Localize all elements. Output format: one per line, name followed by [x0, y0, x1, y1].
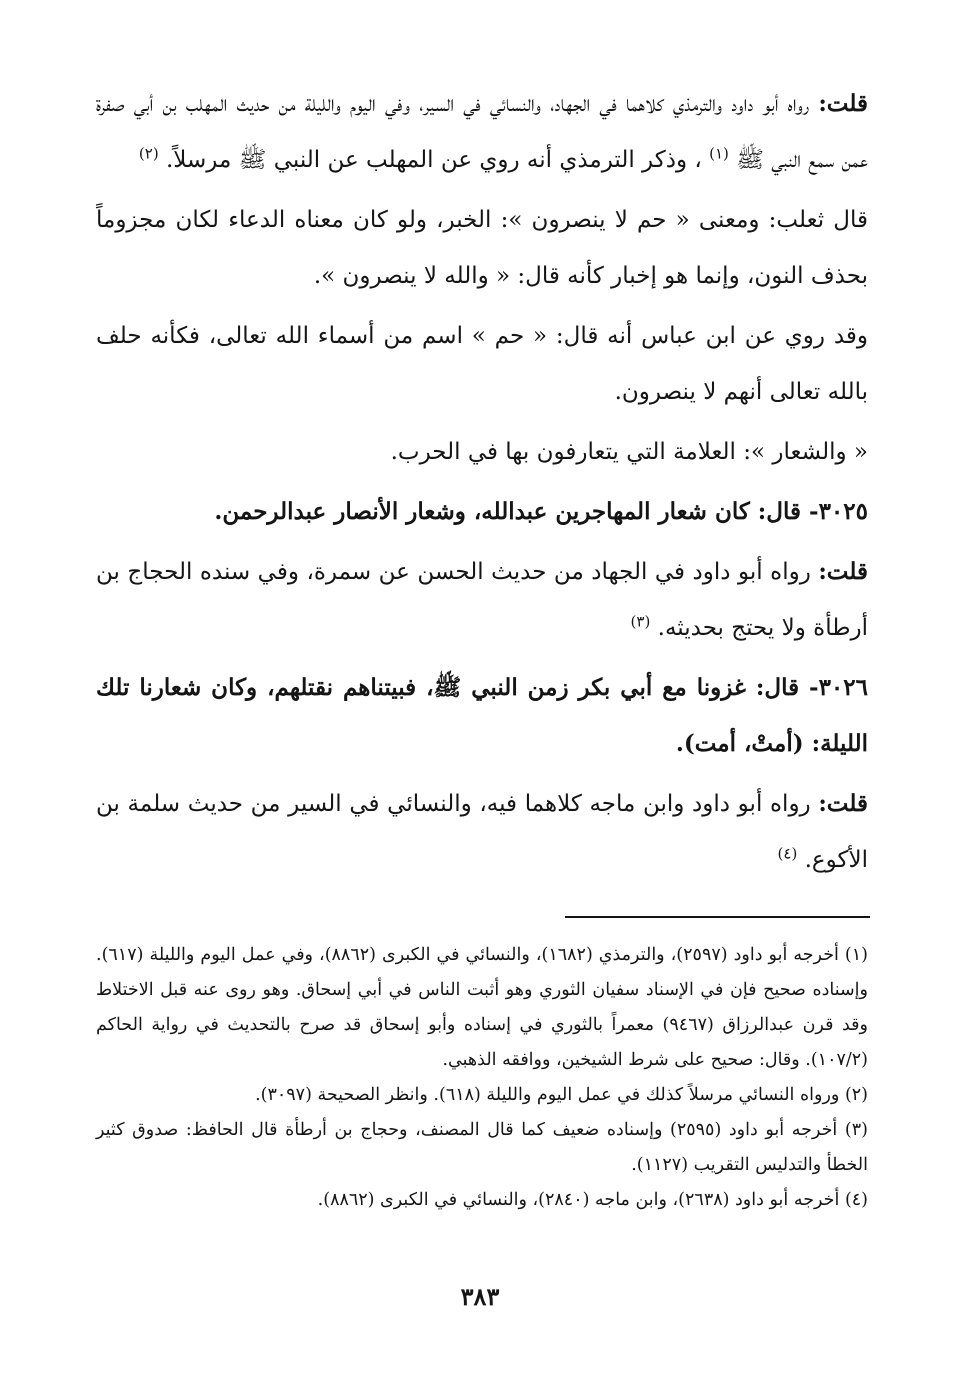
footnote-number: (٢) — [844, 1085, 868, 1105]
paragraph-lead: قلت: — [818, 790, 868, 817]
footnote-ref-4[interactable]: (٤) — [777, 844, 798, 863]
hadith-3026: ٣٠٢٦- قال: غزونا مع أبي بكر زمن النبي ﷺ، فبيتناهم نقتلهم، وكان شعارنا تلك الليلة: (أمتْ، أمت). — [96, 674, 868, 757]
paragraph-4: « والشعار »: العلامة التي يتعارفون بها في الحرب. — [390, 439, 868, 465]
footnote-text: والليلة (٦١٧). وإسناده صحيح فإن في الإسناد سفيان الثوري وهو أثبت الناس في أبي إسحاق. وهو روى عنه قبل الاختلاط وقد قرن عبدالرزاق (٩٤٦٧) معمراً بالثوري في إسناده وأبو إسحاق قد صرح بالتحديث في رواية الحاكم (١٠٧/٢). وقال: صحيح على شرط الشيخين، ووافقه الذهبي. — [96, 945, 869, 1070]
paragraph-5 — [96, 544, 868, 656]
footnote-text: كثير الخطأ والتدليس التقريب (١١٢٧). — [96, 1120, 868, 1175]
footnote-number: (٣) — [844, 1120, 868, 1140]
footnote-number: (١) — [844, 945, 868, 965]
footnote-ref-3[interactable]: (٣) — [630, 612, 651, 631]
footnote-text: أخرجه أبو داود (٢٥٩٥) وإسناده ضعيف كما قال المصنف، وحجاج بن أرطأة قال الحافظ: صدوق — [132, 1120, 838, 1140]
paragraph-text: ، وذكر الترمذي أنه روي عن المهلب عن النبي ﷺ مرسلاً. — [165, 147, 702, 173]
paragraph-6 — [96, 776, 868, 888]
main-text — [96, 76, 868, 892]
footnotes — [96, 938, 868, 1218]
paragraph-3: وقد روي عن ابن عباس أنه قال: « حم » اسم من أسماء الله تعالى، فكأنه حلف بالله تعالى أنهم لا ينصرون. — [96, 323, 868, 405]
paragraph-1 — [96, 76, 868, 188]
footnote-number: (٤) — [844, 1190, 868, 1210]
hadith-3025: ٣٠٢٥- قال: كان شعار المهاجرين عبدالله، وشعار الأنصار عبدالرحمن. — [214, 498, 868, 525]
footnote-ref-2[interactable]: (٢) — [138, 144, 159, 163]
paragraph-text: رواه أبو داود والترمذي كلاهما في الجهاد، والنسائي في السير، وفي اليوم والليلة من حديث المهلب بن أبي صفرة عمن سمع النبي ﷺ — [96, 91, 868, 173]
footnote-3 — [96, 1113, 868, 1183]
paragraph-2: قال ثعلب: ومعنى « حم لا ينصرون »: الخبر، ولو كان معناه الدعاء لكان مجزوماً بحذف النون، وإنما هو إخبار كأنه قال: « والله لا ينصرون ». — [96, 207, 868, 289]
footnote-4 — [96, 1183, 868, 1218]
footnote-1 — [96, 938, 868, 1078]
paragraph-lead: قلت: — [818, 90, 868, 117]
footnote-ref-1[interactable]: (١) — [709, 144, 729, 163]
paragraph-text: رواه أبو داود في الجهاد من حديث الحسن عن سمرة، وفي سنده الحجاج بن أرطأة ولا يحتج بحديثه. — [96, 559, 868, 641]
footnote-text: أخرجه أبو داود (٢٦٣٨)، وابن ماجه (٢٨٤٠)، والنسائي في الكبرى (٨٨٦٢). — [317, 1190, 840, 1210]
footnote-separator — [565, 916, 870, 918]
paragraph-text: رواه أبو داود وابن ماجه كلاهما فيه، والنسائي في السير من حديث سلمة بن الأكوع. — [96, 791, 868, 873]
footnote-text: ورواه النسائي مرسلاً كذلك في عمل اليوم والليلة (٦١٨). وانظر الصحيحة (٣٠٩٧). — [255, 1085, 840, 1105]
footnote-2 — [96, 1078, 868, 1113]
page-number: ٣٨٣ — [460, 1282, 500, 1311]
footnote-text: أخرجه أبو داود (٢٥٩٧)، والترمذي (١٦٨٢)، والنسائي في الكبرى (٨٨٦٢)، وفي عمل اليوم — [200, 945, 839, 965]
paragraph-lead: قلت: — [818, 558, 868, 585]
